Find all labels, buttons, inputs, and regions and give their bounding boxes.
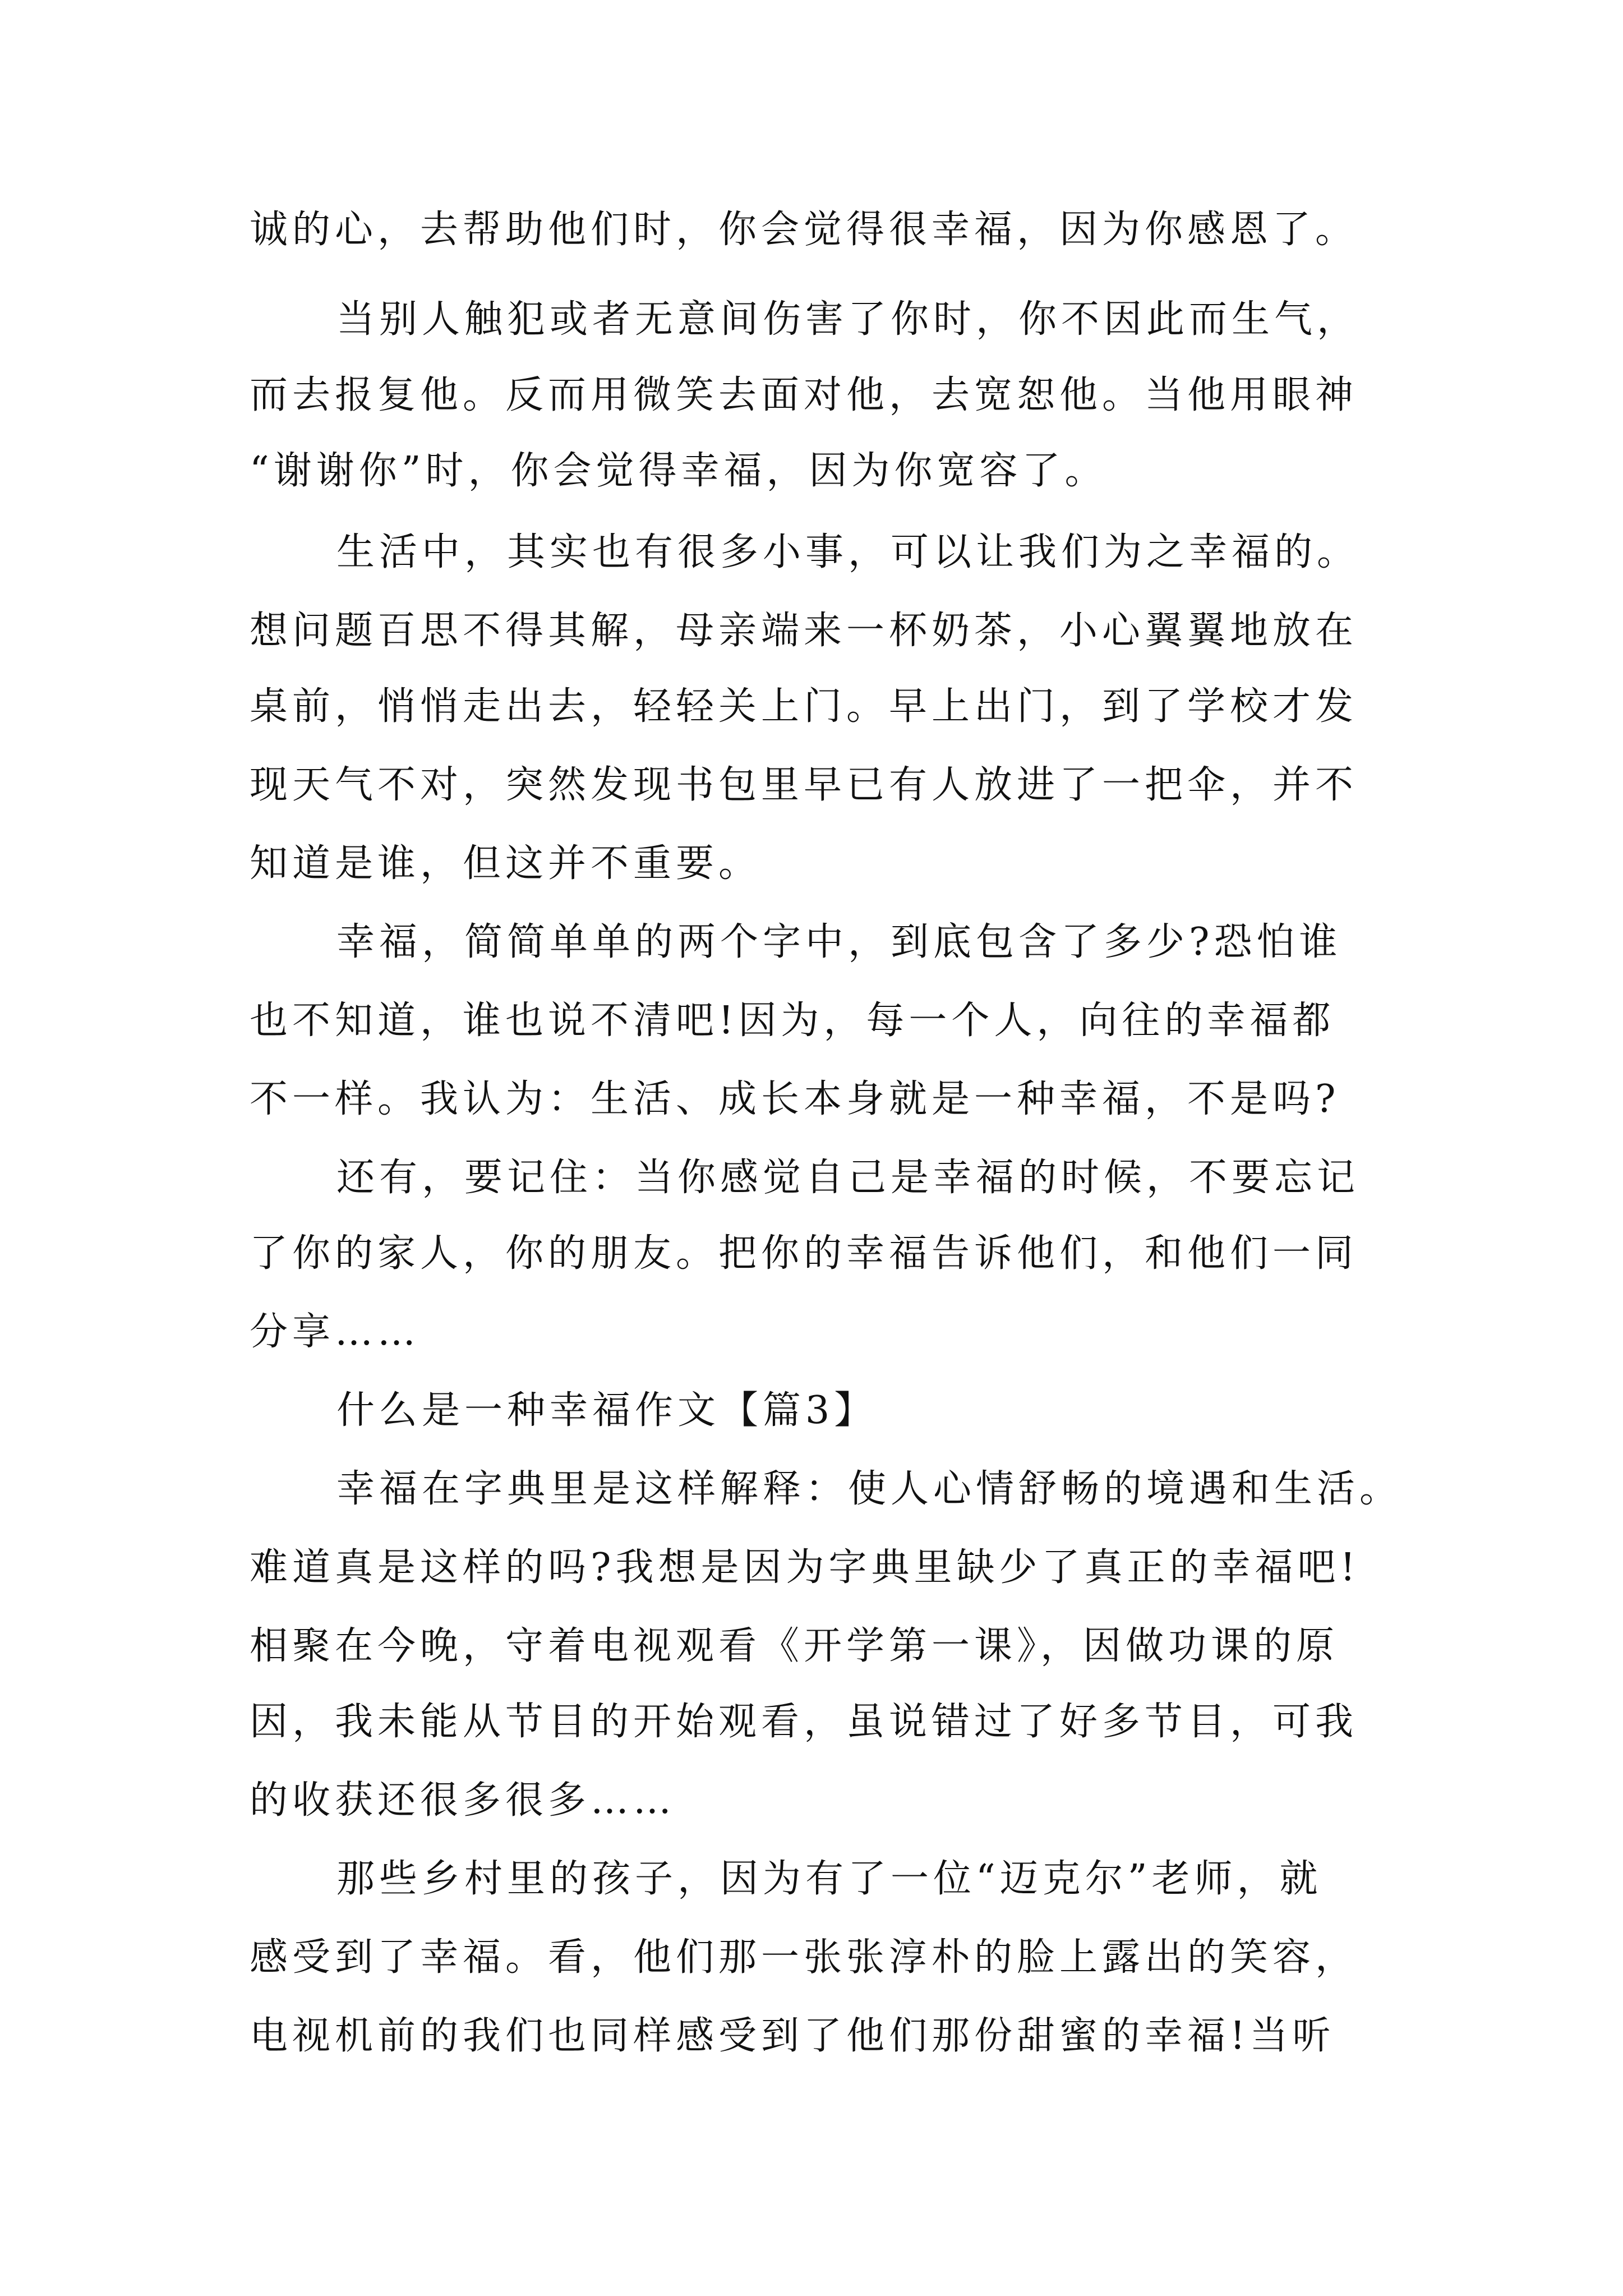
text-line: 还有，要记住：当你感觉自己是幸福的时候，不要忘记 <box>336 1156 1360 1200</box>
text-line: 而去报复他。反而用微笑去面对他，去宽恕他。当他用眼神 <box>250 373 1358 417</box>
text-line: 不一样。我认为：生活、成长本身就是一种幸福，不是吗? <box>250 1077 1340 1121</box>
text-line: 幸福，简简单单的两个字中，到底包含了多少?恐怕谁 <box>336 920 1342 964</box>
text-line: 因，我未能从节目的开始观看，虽说错过了好多节目，可我 <box>250 1700 1358 1744</box>
text-line: 桌前，悄悄走出去，轻轻关上门。早上出门，到了学校才发 <box>250 684 1358 729</box>
text-line: “谢谢你”时，你会觉得幸福，因为你宽容了。 <box>250 449 1108 493</box>
text-line: 相聚在今晚，守着电视观看《开学第一课》，因做功课的原 <box>250 1624 1339 1668</box>
text-line: 诚的心，去帮助他们时，你会觉得很幸福，因为你感恩了。 <box>250 208 1358 252</box>
text-line: 电视机前的我们也同样感受到了他们那份甜蜜的幸福!当听 <box>250 2014 1335 2058</box>
text-line: 当别人触犯或者无意间伤害了你时，你不因此而生气， <box>336 297 1360 342</box>
section-heading: 什么是一种幸福作文【篇3】 <box>336 1388 877 1433</box>
text-line: 生活中，其实也有很多小事，可以让我们为之幸福的。 <box>336 530 1360 574</box>
text-line: 现天气不对，突然发现书包里早已有人放进了一把伞，并不 <box>250 763 1358 807</box>
text-line: 难道真是这样的吗?我想是因为字典里缺少了真正的幸福吧! <box>250 1545 1360 1590</box>
text-line: 了你的家人，你的朋友。把你的幸福告诉他们，和他们一同 <box>250 1231 1358 1276</box>
text-line: 感受到了幸福。看，他们那一张张淳朴的脸上露出的笑容， <box>250 1935 1358 1980</box>
text-line: 的收获还很多很多…… <box>250 1778 676 1823</box>
text-line: 也不知道，谁也说不清吧!因为，每一个人，向往的幸福都 <box>250 999 1335 1043</box>
text-line: 想问题百思不得其解，母亲端来一杯奶茶，小心翼翼地放在 <box>250 609 1358 653</box>
text-line: 幸福在字典里是这样解释：使人心情舒畅的境遇和生活。 <box>336 1467 1402 1511</box>
text-line: 分享…… <box>250 1310 421 1354</box>
text-line: 知道是谁，但这并不重要。 <box>250 841 762 886</box>
text-line: 那些乡村里的孩子，因为有了一位“迈克尔”老师，就 <box>336 1857 1322 1901</box>
